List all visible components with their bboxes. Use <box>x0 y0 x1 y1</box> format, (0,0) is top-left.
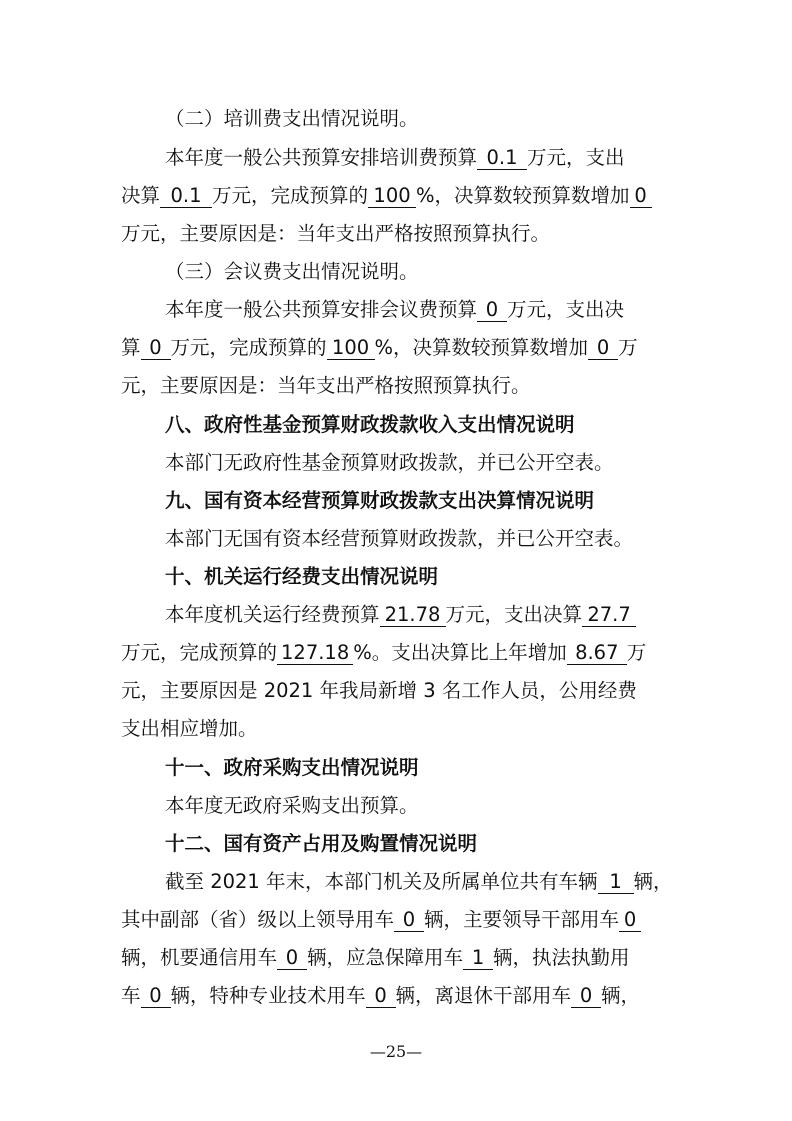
special-vehicles-base-value: 0 <box>141 985 171 1008</box>
operating-completion-value: 127.18 <box>277 642 353 665</box>
section-12-line-2 <box>0 902 792 938</box>
section-10-line-3: 元，主要原因是 2021 年我局新增 3 名工作人员，公用经费 <box>121 679 637 702</box>
section-11-heading: 十一、政府采购支出情况说明 <box>165 756 419 779</box>
section-10-line-4: 支出相应增加。 <box>121 717 258 740</box>
section-8-body: 本部门无政府性基金预算财政拨款，并已公开空表。 <box>165 451 614 474</box>
text: 辆，执法执勤用 <box>493 946 630 969</box>
text: %。支出决算比上年增加 <box>353 641 567 664</box>
training-increase-value: 0 <box>630 185 652 208</box>
text: 万元，完成预算的 <box>170 336 327 359</box>
section-11-body: 本年度无政府采购支出预算。 <box>165 794 419 817</box>
text: 辆， <box>633 870 673 893</box>
meeting-increase-value: 0 <box>588 337 618 360</box>
text: 本年度一般公共预算安排会议费预算 <box>165 298 478 321</box>
section-10-line-1 <box>0 597 792 633</box>
text: 算 <box>121 336 141 359</box>
section-10-heading: 十、机关运行经费支出情况说明 <box>165 565 439 588</box>
emergency-vehicles-value: 1 <box>463 947 493 970</box>
text: 万元，支出 <box>527 146 625 169</box>
text: 万 <box>618 336 638 359</box>
section-8-heading: 八、政府性基金预算财政拨款收入支出情况说明 <box>165 413 575 436</box>
operating-increase-value: 8.67 <box>567 642 627 665</box>
text: 万元，完成预算的 <box>121 641 278 664</box>
text: %，决算数较预算数增加 <box>374 336 589 359</box>
section-12-line-1 <box>0 864 792 900</box>
section-12-line-3 <box>0 940 792 976</box>
page-number: —25— <box>369 1042 423 1061</box>
section-12-heading: 十二、国有资产占用及购置情况说明 <box>165 832 478 855</box>
meeting-budget-value: 0 <box>477 299 507 322</box>
text: 辆，离退休干部用车 <box>395 984 572 1007</box>
meeting-paragraph-line-2 <box>0 330 792 366</box>
text: 本年度一般公共预算安排培训费预算 <box>165 146 478 169</box>
text: 其中副部（省）级以上领导用车 <box>121 908 395 931</box>
technical-vehicles-value: 0 <box>366 985 396 1008</box>
main-leader-vehicles-value: 0 <box>619 909 641 932</box>
text: %，决算数较预算数增加 <box>416 184 630 207</box>
text: 辆， <box>601 984 641 1007</box>
confidential-vehicles-value: 0 <box>277 947 307 970</box>
meeting-paragraph-line-3: 元，主要原因是：当年支出严格按照预算执行。 <box>121 374 531 397</box>
text: 辆，特种专业技术用车 <box>170 984 366 1007</box>
text: 万 <box>626 641 647 664</box>
meeting-completion-value: 100 <box>327 337 375 360</box>
meeting-actual-value: 0 <box>141 337 171 360</box>
section-9-heading: 九、国有资本经营预算财政拨款支出决算情况说明 <box>165 489 595 512</box>
training-actual-value: 0.1 <box>160 185 212 208</box>
text: 万元，支出决算 <box>445 603 583 626</box>
training-paragraph-line-1 <box>0 140 792 176</box>
senior-leader-vehicles-value: 0 <box>394 909 424 932</box>
text: 辆，机要通信用车 <box>121 946 278 969</box>
training-completion-value: 100 <box>368 185 416 208</box>
section-9-body: 本部门无国有资本经营预算财政拨款，并已公开空表。 <box>165 527 634 550</box>
section-10-line-2 <box>0 635 792 671</box>
training-budget-value: 0.1 <box>477 147 527 170</box>
training-section-title: （二）培训费支出情况说明。 <box>165 107 419 130</box>
section-12-line-4 <box>0 978 792 1014</box>
total-vehicles-value: 1 <box>598 871 634 894</box>
operating-budget-value: 21.78 <box>380 604 446 627</box>
training-paragraph-line-2 <box>0 178 792 214</box>
meeting-section-title: （三）会议费支出情况说明。 <box>165 260 419 283</box>
text: 本年度机关运行经费预算 <box>165 603 380 626</box>
text: 万元，支出决 <box>507 298 625 321</box>
text: 辆，应急保障用车 <box>307 946 464 969</box>
training-paragraph-line-3: 万元，主要原因是：当年支出严格按照预算执行。 <box>121 222 551 245</box>
meeting-paragraph-line-1 <box>0 292 792 328</box>
text: 决算 <box>121 184 161 207</box>
retired-vehicles-value: 0 <box>571 985 601 1008</box>
text: 截至 2021 年末，本部门机关及所属单位共有车辆 <box>165 870 598 893</box>
text: 车 <box>121 984 141 1007</box>
text: 万元，完成预算的 <box>212 184 369 207</box>
text: 辆，主要领导干部用车 <box>424 908 620 931</box>
operating-actual-value: 27.7 <box>582 604 636 627</box>
